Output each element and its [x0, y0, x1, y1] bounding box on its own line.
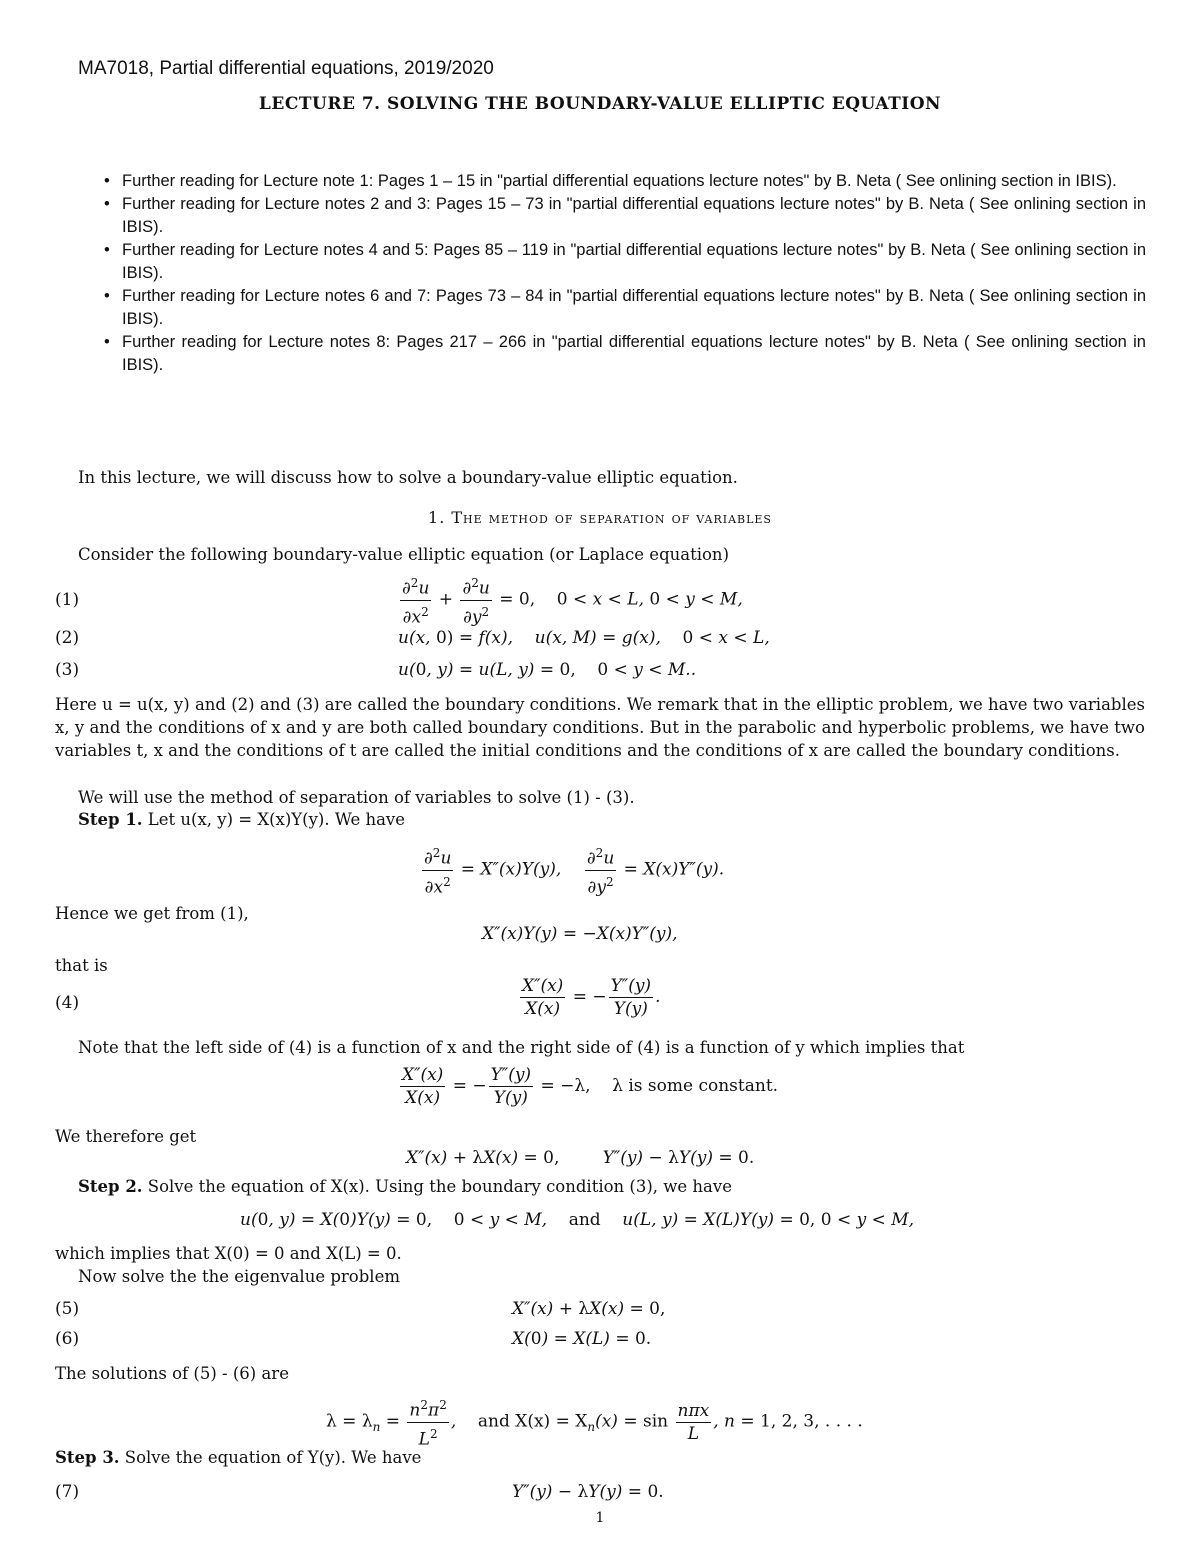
- reading-item: • Further reading for Lecture note 1: Pages 1 – 15 in "partial differential equations lecture notes" by B. Neta ( See onlining section in IBIS).: [122, 170, 1146, 193]
- step-3: [55, 1448, 421, 1467]
- equation-label: (2): [55, 628, 80, 648]
- step-2-text: Solve the equation of X(x). Using the boundary condition (3), we have: [147, 1177, 732, 1196]
- reading-item: • Further reading for Lecture notes 6 and 7: Pages 73 – 84 in "partial differential equations lecture notes" by B. Neta ( See onlining section in IBIS).: [122, 285, 1146, 331]
- step-2: [78, 1177, 732, 1196]
- step-1: [78, 810, 405, 829]
- equation-1: $\frac{\partial^2u}{\partial x^2}$ + $\frac{\partial^2u}{\partial y^2}$ = 0, 0 < x < L, 0 < y < M,: [398, 572, 743, 628]
- and-x-text: and X(x) = X: [477, 1411, 588, 1432]
- equation-label: (4): [55, 993, 80, 1013]
- therefore-text: We therefore get: [55, 1127, 197, 1146]
- consider-paragraph: Consider the following boundary-value elliptic equation (or Laplace equation): [78, 545, 730, 564]
- step-3-label: Step 3.: [55, 1448, 120, 1467]
- equation-5: X″(x) + λX(x) = 0,: [512, 1299, 666, 1319]
- section-heading: 1. The method of separation of variables: [428, 508, 772, 527]
- implies-text: which implies that X(0) = 0 and X(L) = 0.: [55, 1244, 402, 1263]
- equation-label: (6): [55, 1329, 80, 1349]
- intro-paragraph: In this lecture, we will discuss how to solve a boundary-value elliptic equation.: [78, 468, 738, 487]
- equation-6: X(0) = X(L) = 0.: [512, 1329, 652, 1349]
- boundary-application: u(0, y) = X(0)Y(y) = 0, 0 < y < M, and u(L, y) = X(L)Y(y) = 0, 0 < y < M,: [240, 1210, 915, 1230]
- equation-label: (3): [55, 660, 80, 680]
- lecture-title: LECTURE 7. SOLVING THE BOUNDARY-VALUE ELLIPTIC EQUATION: [258, 94, 942, 114]
- equation-label: (1): [55, 590, 80, 610]
- reading-list: [122, 170, 1146, 377]
- eigen-solutions: $\lambda = \lambda_n$ = $\frac{n^2\pi^2}{L^2}$ , and $X(x) = X_n(x) = \sin$ $\frac{\text{nπx}}{L}$ , n = 1, 2, 3, . . . .: [326, 1394, 863, 1450]
- lambda-constant-text: λ is some constant.: [612, 1076, 779, 1096]
- ode-pair: X″(x) + λX(x) = 0, Y″(y) − λY(y) = 0.: [406, 1148, 755, 1168]
- hence-text: Hence we get from (1),: [55, 904, 249, 923]
- step-2-label: Step 2.: [78, 1177, 143, 1196]
- equation-4: $\frac{X''(x)}{X(x)}$ = − $\frac{Y''(y)}{Y(y)}$ .: [522, 976, 661, 1019]
- step-1-label: Step 1.: [78, 810, 143, 829]
- second-derivatives: $\frac{\partial^2u}{\partial x^2}$ = X″(x)Y(y), $\frac{\partial^2u}{\partial y^2}$ = X(x)Y″(y).: [420, 842, 724, 898]
- equation-label: (5): [55, 1299, 80, 1319]
- and-word: and: [568, 1210, 601, 1230]
- lambda-equation: $\frac{X''(x)}{X(x)}$ = − $\frac{Y''(y)}{Y(y)}$ = −λ, λ is some constant.: [402, 1065, 779, 1108]
- step-3-text: Solve the equation of Y(y). We have: [124, 1448, 422, 1467]
- step-1-text: Let u(x, y) = X(x)Y(y). We have: [147, 810, 406, 829]
- equation-7: Y″(y) − λY(y) = 0.: [512, 1482, 664, 1502]
- reading-item: • Further reading for Lecture notes 4 and 5: Pages 85 – 119 in "partial differential equations lecture notes" by B. Neta ( See onlining section in IBIS).: [122, 239, 1146, 285]
- page-number: 1: [595, 1510, 605, 1526]
- solutions-text: The solutions of (5) - (6) are: [55, 1364, 289, 1383]
- equation-label: (7): [55, 1482, 80, 1502]
- boundary-remark: Here u = u(x, y) and (2) and (3) are called the boundary conditions. We remark that in the elliptic problem, we have two variables x, y and the conditions of x and y are both called boundary conditions. But in the parabolic and hyperbolic problems, we have two variables t, x and the conditions of t are called the initial conditions and the conditions of x are called the boundary conditions.: [55, 695, 1145, 760]
- that-is-text: that is: [55, 956, 108, 975]
- separated-equation: X″(x)Y(y) = −X(x)Y″(y),: [482, 924, 678, 944]
- eigen-text: Now solve the the eigenvalue problem: [78, 1267, 400, 1286]
- course-header: MA7018, Partial differential equations, 2019/2020: [78, 58, 494, 79]
- reading-item: • Further reading for Lecture notes 2 and 3: Pages 15 – 73 in "partial differential equations lecture notes" by B. Neta ( See onlining section in IBIS).: [122, 193, 1146, 239]
- reading-item: • Further reading for Lecture notes 8: Pages 217 – 266 in "partial differential equations lecture notes" by B. Neta ( See onlining section in IBIS).: [122, 331, 1146, 377]
- equation-2: u(x, 0) = f(x), u(x, M) = g(x), 0 < x < L,: [398, 628, 770, 648]
- note-paragraph: Note that the left side of (4) is a function of x and the right side of (4) is a function of y which implies that: [78, 1038, 965, 1057]
- equation-3: u(0, y) = u(L, y) = 0, 0 < y < M..: [398, 660, 697, 680]
- method-sentence: We will use the method of separation of variables to solve (1) - (3).: [78, 788, 635, 807]
